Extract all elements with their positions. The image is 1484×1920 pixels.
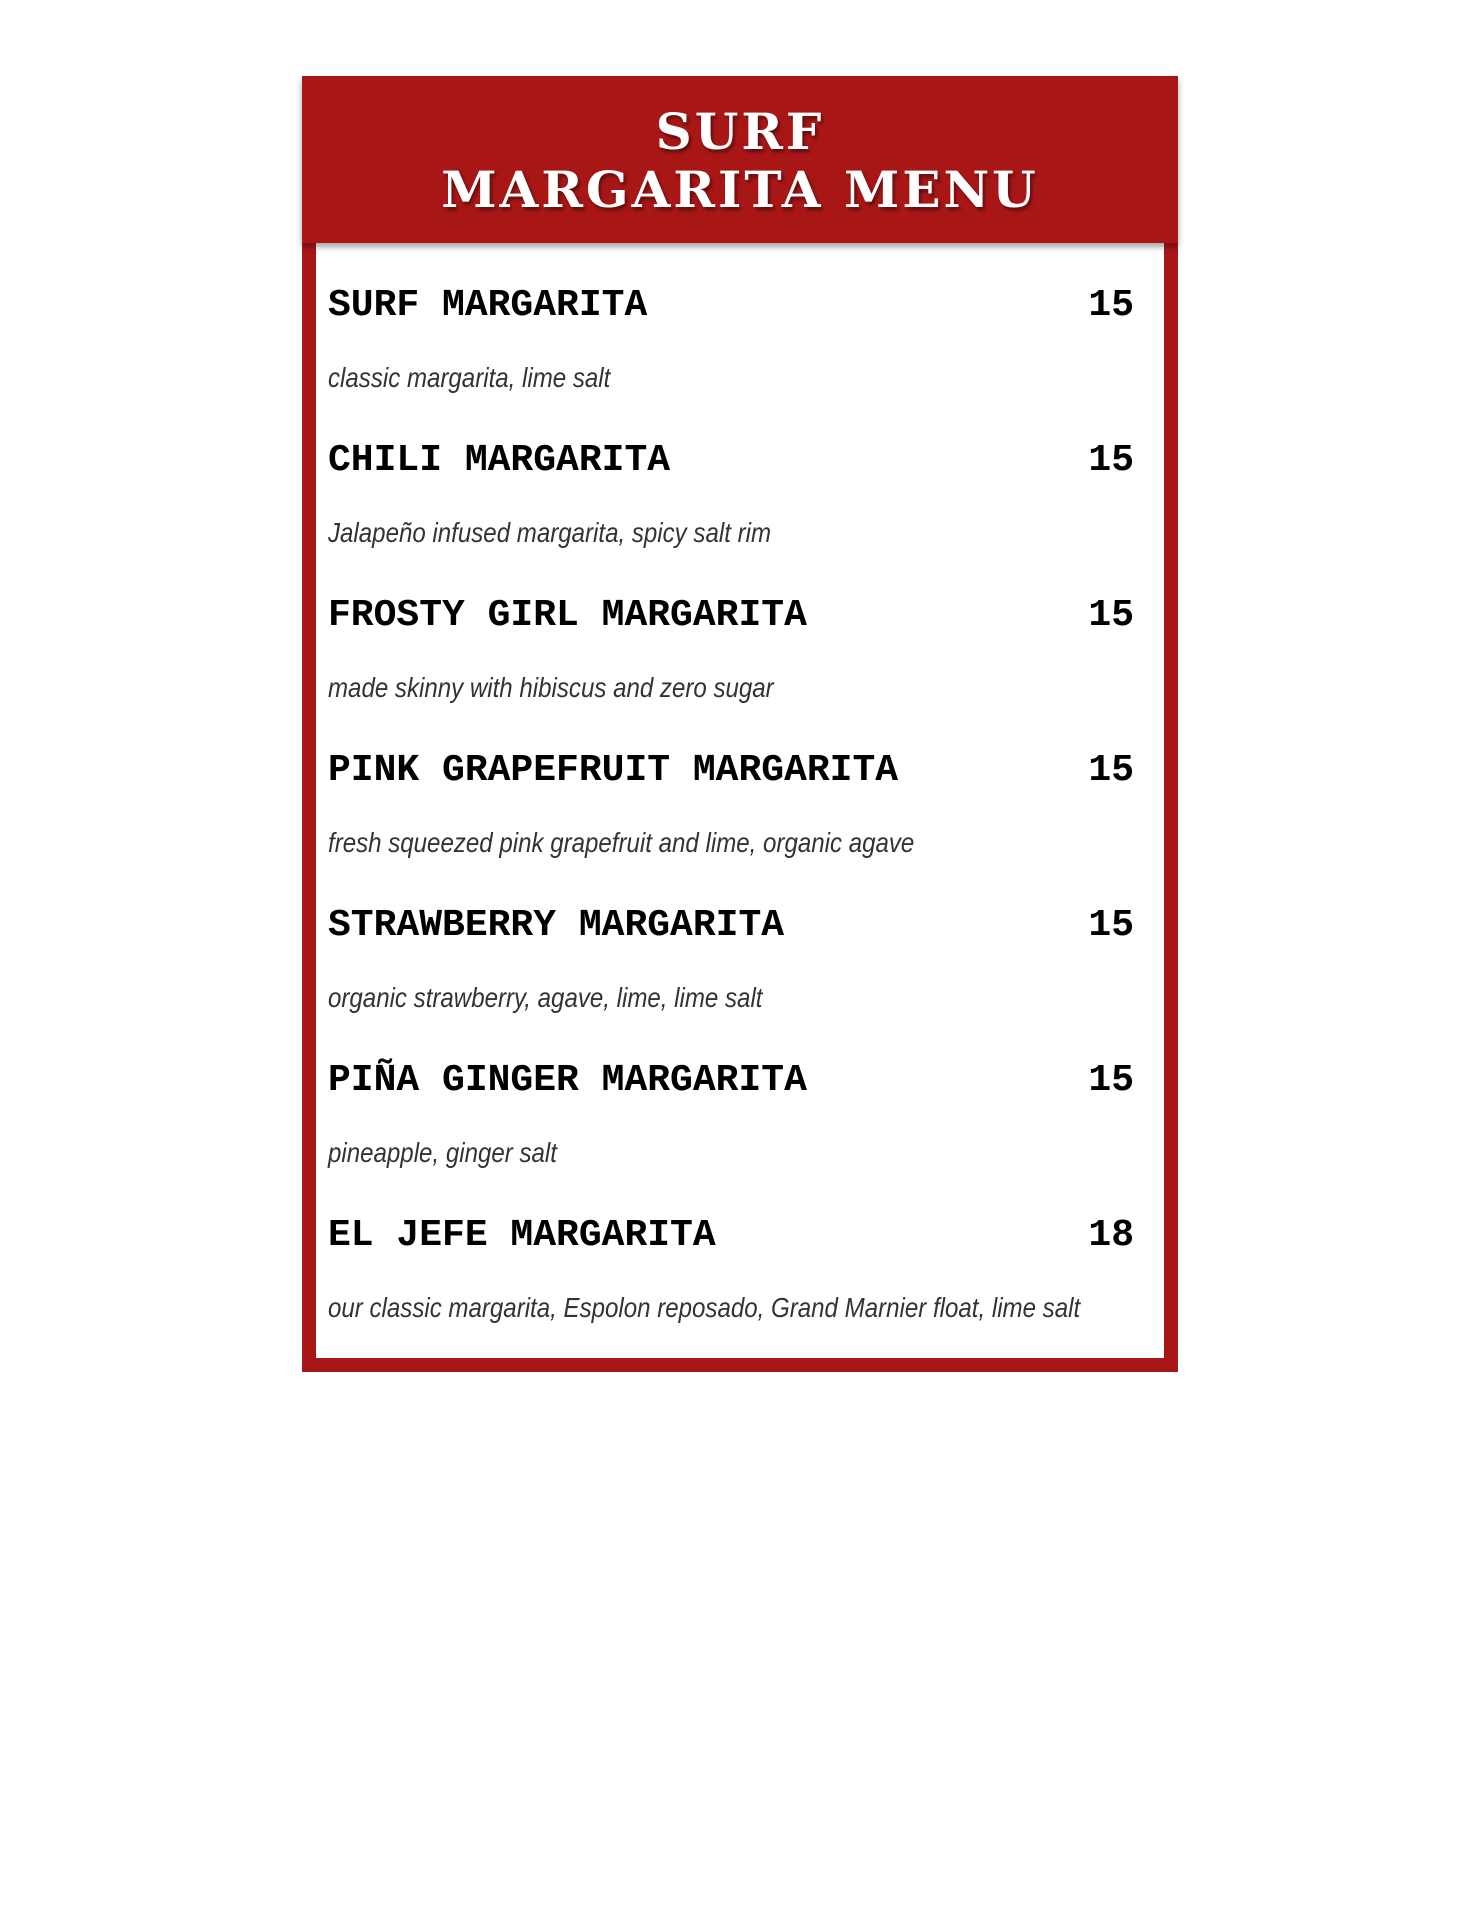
menu-header (302, 76, 1178, 243)
item-description: Jalapeño infused margarita, spicy salt rim (328, 517, 772, 548)
menu-title-line-2: MARGARITA MENU (441, 159, 1039, 219)
menu-item (328, 1216, 1154, 1371)
item-name: FROSTY GIRL MARGARITA (328, 594, 807, 637)
item-price: 15 (1088, 1059, 1134, 1102)
item-name: CHILI MARGARITA (328, 439, 671, 482)
item-name: STRAWBERRY MARGARITA (328, 904, 785, 947)
menu-item (328, 751, 1154, 906)
item-name: SURF MARGARITA (328, 284, 648, 327)
item-description: our classic margarita, Espolon reposado, Grand Marnier float, lime salt (328, 1292, 1081, 1323)
item-description: fresh squeezed pink grapefruit and lime, organic agave (328, 827, 915, 858)
item-price: 15 (1088, 904, 1134, 947)
item-name: PINK GRAPEFRUIT MARGARITA (328, 749, 899, 792)
menu-item (328, 286, 1154, 441)
item-price: 15 (1088, 439, 1134, 482)
item-description: made skinny with hibiscus and zero sugar (328, 672, 774, 703)
item-price: 18 (1088, 1214, 1134, 1257)
menu-item (328, 1061, 1154, 1216)
item-description: pineapple, ginger salt (328, 1137, 557, 1168)
item-price: 15 (1088, 749, 1134, 792)
menu-items-list (328, 286, 1154, 1371)
menu-card (302, 76, 1178, 1372)
item-name: PIÑA GINGER MARGARITA (328, 1059, 807, 1102)
item-description: organic strawberry, agave, lime, lime salt (328, 982, 763, 1013)
item-price: 15 (1088, 284, 1134, 327)
menu-item (328, 596, 1154, 751)
menu-item (328, 441, 1154, 596)
menu-title-line-1: SURF (655, 101, 825, 161)
item-price: 15 (1088, 594, 1134, 637)
menu-item (328, 906, 1154, 1061)
item-name: EL JEFE MARGARITA (328, 1214, 716, 1257)
item-description: classic margarita, lime salt (328, 362, 611, 393)
